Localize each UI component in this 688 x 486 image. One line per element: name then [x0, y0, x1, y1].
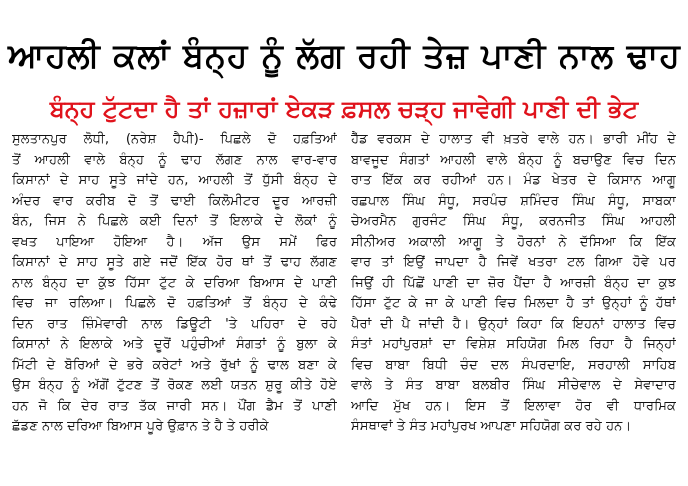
article-text-line: ਰਾਤ ਇੱਕ ਕਰ ਰਹੀਆਂ ਹਨ। ਮੰਡ ਖੇਤਰ ਦੇ ਕਿਸਾਨ ਆਗੂ [351, 173, 676, 188]
article-text-line: ਵਿਚ ਬਾਬਾ ਬਿਧੀ ਚੰਦ ਦਲ ਸੰਪਰਦਾਇ, ਸਰਹਾਲੀ ਸਾਹਿਬ [351, 357, 676, 373]
article-text-line: ਜਿਉਂ ਹੀ ਪਿੱਛੋਂ ਪਾਣੀ ਦਾ ਜ਼ੋਰ ਪੈਂਦਾ ਹੈ ਆਰਜ਼ੀ ਬੰਨ੍ਹ ਦਾ ਕੁਝ [351, 275, 676, 291]
article-text-line: ਰਛਪਾਲ ਸਿੰਘ ਸੰਧੂ, ਸਰਪੰਚ ਸ਼ਮਿੰਦਰ ਸਿੰਘ ਸੰਧੂ, ਸਾਬਕਾ [351, 193, 676, 209]
article-text-line: ਕਿਸਾਨਾਂ ਨੇ ਇਲਾਕੇ ਅਤੇ ਦੂਰੋਂ ਪਹੁੰਚੀਆਂ ਸੰਗਤਾਂ ਨੂੰ ਬੁਲਾ ਕੇ [12, 337, 337, 352]
article-text-line: ਹਿੱਸਾ ਟੁੱਟ ਕੇ ਜਾ ਕੇ ਪਾਣੀ ਵਿਚ ਮਿਲਦਾ ਹੈ ਤਾਂ ਉਨ੍ਹਾਂ ਨੂੰ ਹੱਥਾਂ [351, 296, 676, 311]
subheadline: ਬੰਨ੍ਹ ਟੁੱਟਦਾ ਹੈ ਤਾਂ ਹਜ਼ਾਰਾਂ ਏਕੜ ਫ਼ਸਲ ਚੜ੍ਹ ਜਾਵੇਗੀ ਪਾਣੀ ਦੀ ਭੇਟ [49, 95, 639, 123]
headline: ਆਹਲੀ ਕਲਾਂ ਬੰਨ੍ਹ ਨੂੰ ਲੱਗ ਰਹੀ ਤੇਜ਼ ਪਾਣੀ ਨਾਲ ਢਾਹ [8, 36, 681, 75]
article-text-line: ਬੰਨ, ਜਿਸ ਨੇ ਪਿਛਲੇ ਕਈ ਦਿਨਾਂ ਤੋਂ ਇਲਾਕੇ ਦੇ ਲੋਕਾਂ ਨੂੰ [12, 214, 337, 229]
article-text-line: ਸੁਲਤਾਨਪੁਰ ਲੋਧੀ, (ਨਰੇਸ਼ ਹੈਪੀ)- ਪਿਛਲੇ ਦੋ ਹਫ਼ਤਿਆਂ [12, 132, 337, 147]
article-text-line: ਚੇਅਰਮੈਨ ਗੁਰਜੰਟ ਸਿੰਘ ਸੰਧੂ, ਕਰਨਜੀਤ ਸਿੰਘ ਆਹਲੀ [351, 214, 676, 229]
article-text-line: ਤੋਂ ਆਹਲੀ ਵਾਲੇ ਬੰਨ੍ਹ ਨੂੰ ਢਾਹ ਲੱਗਣ ਨਾਲ ਵਾਰ-ਵਾਰ [12, 152, 337, 168]
article-text-line: ਕਿਸਾਨਾਂ ਦੇ ਸਾਹ ਸੂਤੇ ਜਾਂਦੇ ਹਨ, ਆਹਲੀ ਤੋਂ ਧੁੱਸੀ ਬੰਨ੍ਹ ਦੇ [12, 173, 337, 188]
article-text-line: ਹੈੱਡ ਵਰਕਸ ਦੇ ਹਾਲਾਤ ਵੀ ਖ਼ਤਰੇ ਵਾਲੇ ਹਨ। ਭਾਰੀ ਮੀਂਹ ਦੇ [351, 132, 676, 147]
article-text-line: ਕਿਸਾਨਾਂ ਦੇ ਸਾਹ ਸੂਤੇ ਗਏ ਜਦੋਂ ਇੱਕ ਹੋਰ ਥਾਂ ਤੋਂ ਢਾਹ ਲੱਗਣ [12, 255, 337, 270]
article-text-line: ਆਦਿ ਮੁੱਖ ਹਨ। ਇਸ ਤੋਂ ਇਲਾਵਾ ਹੋਰ ਵੀ ਧਾਰਮਿਕ [351, 398, 676, 414]
article-column-right [351, 130, 676, 476]
article-text-line: ਵਾਰ ਤਾਂ ਇਉਂ ਜਾਪਦਾ ਹੈ ਜਿਵੇਂ ਖਤਰਾ ਟਲ ਗਿਆ ਹੋਵੇ ਪਰ [351, 255, 676, 270]
article-text-line: ਛੱਡਣ ਨਾਲ ਦਰਿਆ ਬਿਆਸ ਪੂਰੇ ਉਫ਼ਾਨ ਤੇ ਹੈ ਤੇ ਹਰੀਕੇ [12, 419, 269, 434]
article-text-line: ਸੰਸਥਾਵਾਂ ਤੇ ਸੰਤ ਮਹਾਂਪੁਰਖ ਆਪਣਾ ਸਹਿਯੋਗ ਕਰ ਰਹੇ ਹਨ। [351, 419, 632, 434]
article-text-line: ਬਾਵਜੂਦ ਸੰਗਤਾਂ ਆਹਲੀ ਵਾਲੇ ਬੰਨ੍ਹ ਨੂੰ ਬਚਾਉਣ ਵਿਚ ਦਿਨ [351, 152, 676, 168]
article-column-left [12, 130, 337, 476]
article-text-line: ਹਨ ਜੋ ਕਿ ਦੇਰ ਰਾਤ ਤੱਕ ਜਾਰੀ ਸਨ। ਪੌਂਗ ਡੈਮ ਤੋਂ ਪਾਣੀ [12, 398, 337, 414]
article-text-line: ਵਖਤ ਪਾਇਆ ਹੋਇਆ ਹੈ। ਅੱਜ ਉਸ ਸਮੇਂ ਫਿਰ [12, 234, 337, 250]
article-body [12, 130, 676, 476]
article-text-line: ਸੀਨੀਅਰ ਅਕਾਲੀ ਆਗੂ ਤੇ ਹੋਰਨਾਂ ਨੇ ਦੱਸਿਆ ਕਿ ਇੱਕ [351, 234, 676, 250]
article-text-line: ਉਸ ਬੰਨ੍ਹ ਨੂੰ ਅੱਗੋਂ ਟੁੱਟਣ ਤੋਂ ਰੋਕਣ ਲਈ ਯਤਨ ਸ਼ੁਰੂ ਕੀਤੇ ਹੋਏ [12, 378, 337, 393]
article-text-line: ਸੰਤਾਂ ਮਹਾਂਪੁਰਸ਼ਾਂ ਦਾ ਵਿਸ਼ੇਸ਼ ਸਹਿਯੋਗ ਮਿਲ ਰਿਹਾ ਹੈ ਜਿਨ੍ਹਾਂ [351, 337, 676, 352]
article-text-line: ਵਾਲੇ ਤੇ ਸੰਤ ਬਾਬਾ ਬਲਬੀਰ ਸਿੰਘ ਸੀਚੇਵਾਲ ਦੇ ਸੇਵਾਦਾਰ [351, 378, 676, 393]
article-text-line: ਵਿਚ ਜਾ ਰਲਿਆ। ਪਿਛਲੇ ਦੋ ਹਫ਼ਤਿਆਂ ਤੋਂ ਬੰਨ੍ਹ ਦੇ ਕੰਢੇ [12, 296, 337, 311]
article-text-line: ਅੰਦਰ ਵਾਰ ਕਰੀਬ ਦੋ ਤੋਂ ਢਾਈ ਕਿਲੋਮੀਟਰ ਦੂਰ ਆਰਜ਼ੀ [12, 193, 337, 209]
article-text-line: ਦਿਨ ਰਾਤ ਜ਼ਿੰਮੇਵਾਰੀ ਨਾਲ ਡਿਊਟੀ 'ਤੇ ਪਹਿਰਾ ਦੇ ਰਹੇ [12, 316, 337, 332]
article-text-line: ਪੈਰਾਂ ਦੀ ਪੈ ਜਾਂਦੀ ਹੈ। ਉਨ੍ਹਾਂ ਕਿਹਾ ਕਿ ਇਹਨਾਂ ਹਾਲਾਤ ਵਿਚ [351, 316, 676, 332]
article-text-line: ਨਾਲ ਬੰਨ੍ਹ ਦਾ ਕੁੱਝ ਹਿੱਸਾ ਟੁੱਟ ਕੇ ਦਰਿਆ ਬਿਆਸ ਦੇ ਪਾਣੀ [12, 275, 337, 291]
article-text-line: ਮਿੱਟੀ ਦੇ ਬੋਰਿਆਂ ਦੇ ਭਰੇ ਕਰੇਟਾਂ ਅਤੇ ਰੁੱਖਾਂ ਨੂੰ ਢਾਲ ਬਣਾ ਕੇ [12, 357, 337, 373]
